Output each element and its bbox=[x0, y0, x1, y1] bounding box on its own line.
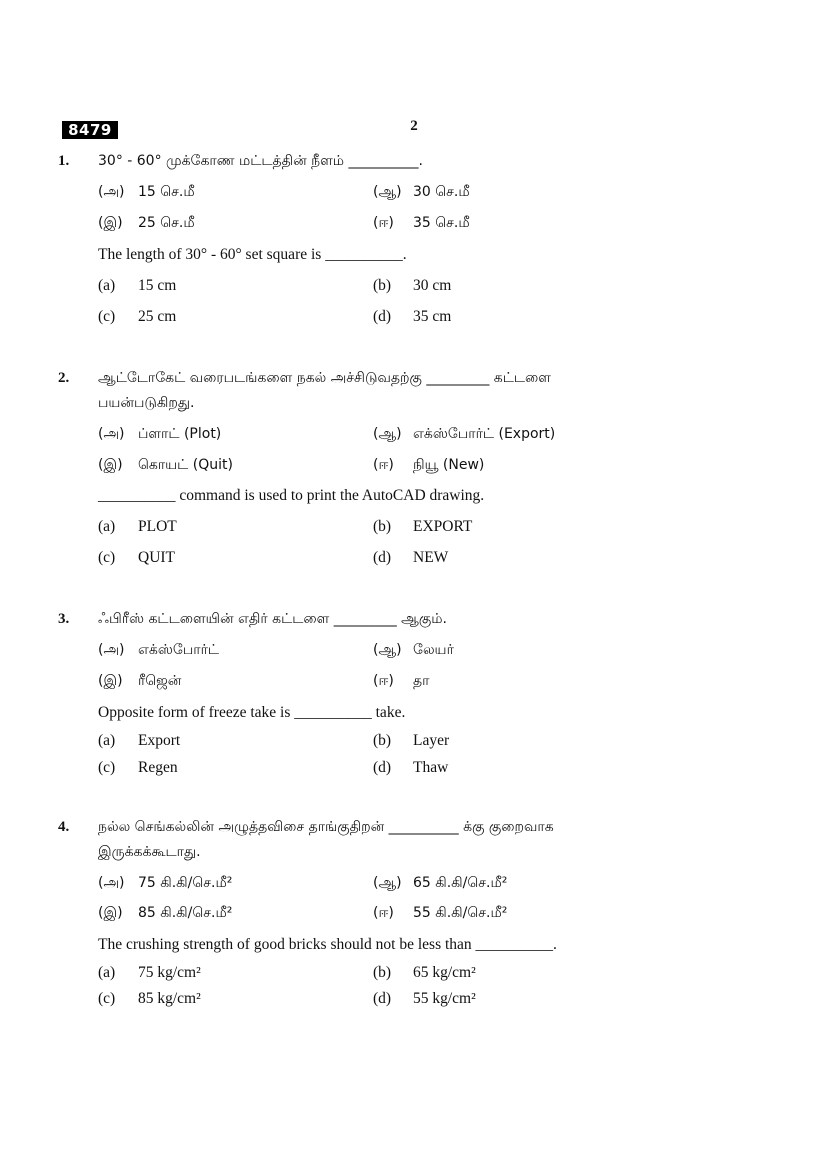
option-english bbox=[373, 518, 472, 536]
question-text-tamil: நல்ல செங்கல்லின் அழுத்தவிசை தாங்குதிறன் __________ க்கு குறைவாக bbox=[98, 819, 554, 835]
question-text-english: The length of 30° - 60° set square is __________. bbox=[98, 246, 407, 263]
option-tamil bbox=[98, 875, 232, 893]
option-label: (b) bbox=[373, 518, 392, 535]
option-label: (a) bbox=[98, 518, 116, 535]
option-english bbox=[373, 308, 451, 326]
option-text: 25 செ.மீ bbox=[138, 215, 195, 231]
option-label: (இ) bbox=[98, 905, 123, 921]
option-text: Regen bbox=[138, 759, 178, 776]
option-text: தா bbox=[413, 673, 430, 689]
option-english bbox=[98, 964, 201, 982]
option-english bbox=[373, 549, 448, 567]
option-label: (c) bbox=[98, 549, 116, 566]
option-tamil bbox=[98, 905, 232, 923]
option-label: (c) bbox=[98, 990, 116, 1007]
option-english bbox=[98, 518, 177, 536]
option-english bbox=[98, 308, 176, 326]
option-label: (ஈ) bbox=[373, 673, 394, 689]
question-text-tamil-continued: பயன்படுகிறது. bbox=[98, 395, 195, 411]
option-label: (b) bbox=[373, 277, 392, 294]
option-text: EXPORT bbox=[413, 518, 473, 535]
question-number: 1. bbox=[58, 153, 70, 169]
option-label: (இ) bbox=[98, 457, 123, 473]
option-tamil bbox=[373, 215, 470, 233]
option-english bbox=[373, 964, 476, 982]
option-text: 85 கி.கி/செ.மீ² bbox=[138, 905, 233, 921]
option-text: 25 cm bbox=[138, 308, 177, 325]
option-text: NEW bbox=[413, 549, 449, 566]
option-tamil bbox=[98, 642, 219, 660]
option-label: (அ) bbox=[98, 642, 125, 658]
option-text: லேயர் bbox=[413, 642, 454, 658]
option-text: 30 cm bbox=[413, 277, 452, 294]
page-number: 2 bbox=[410, 118, 418, 134]
option-english bbox=[98, 732, 180, 750]
question-text-english: __________ command is used to print the AutoCAD drawing. bbox=[98, 487, 485, 504]
option-label: (a) bbox=[98, 277, 116, 294]
option-label: (அ) bbox=[98, 184, 125, 200]
option-text: ப்ளாட் (Plot) bbox=[138, 426, 222, 442]
option-label: (d) bbox=[373, 549, 392, 566]
option-text: 65 kg/cm² bbox=[413, 964, 476, 981]
option-label: (இ) bbox=[98, 215, 123, 231]
question-text-english: The crushing strength of good bricks should not be less than __________. bbox=[98, 936, 557, 953]
option-label: (ஆ) bbox=[373, 184, 402, 200]
option-label: (d) bbox=[373, 759, 392, 776]
option-text: 85 kg/cm² bbox=[138, 990, 201, 1007]
option-label: (d) bbox=[373, 308, 392, 325]
option-text: 55 கி.கி/செ.மீ² bbox=[413, 905, 508, 921]
option-label: (c) bbox=[98, 308, 116, 325]
option-text: 30 செ.மீ bbox=[413, 184, 470, 200]
option-label: (அ) bbox=[98, 875, 125, 891]
option-label: (ஆ) bbox=[373, 642, 402, 658]
option-english bbox=[98, 549, 175, 567]
option-tamil bbox=[373, 905, 507, 923]
option-label: (ஆ) bbox=[373, 875, 402, 891]
option-tamil bbox=[373, 184, 470, 202]
option-text: Export bbox=[138, 732, 181, 749]
option-label: (b) bbox=[373, 964, 392, 981]
option-text: 15 cm bbox=[138, 277, 177, 294]
question-text-english: Opposite form of freeze take is __________ take. bbox=[98, 704, 406, 721]
option-text: நியூ (New) bbox=[413, 457, 485, 473]
option-text: எக்ஸ்போர்ட் bbox=[138, 642, 220, 658]
option-text: 65 கி.கி/செ.மீ² bbox=[413, 875, 508, 891]
option-english bbox=[98, 990, 201, 1008]
option-tamil bbox=[373, 642, 454, 660]
option-tamil bbox=[373, 426, 555, 444]
question-number: 4. bbox=[58, 819, 70, 835]
option-text: 75 கி.கி/செ.மீ² bbox=[138, 875, 233, 891]
option-text: கொயட் (Quit) bbox=[138, 457, 233, 473]
question-text-tamil: ஆட்டோகேட் வரைபடங்களை நகல் அச்சிடுவதற்கு _________ கட்டளை bbox=[98, 370, 551, 386]
question-number: 3. bbox=[58, 611, 70, 627]
option-text: Layer bbox=[413, 732, 450, 749]
option-english bbox=[373, 990, 476, 1008]
option-english bbox=[98, 759, 178, 777]
option-label: (ஆ) bbox=[373, 426, 402, 442]
option-english bbox=[373, 277, 451, 295]
option-tamil bbox=[373, 457, 484, 475]
option-tamil bbox=[98, 457, 233, 475]
option-label: (இ) bbox=[98, 673, 123, 689]
option-text: Thaw bbox=[413, 759, 449, 776]
option-text: 15 செ.மீ bbox=[138, 184, 195, 200]
option-text: 35 cm bbox=[413, 308, 452, 325]
option-tamil bbox=[98, 184, 195, 202]
question-number: 2. bbox=[58, 370, 70, 386]
option-text: 75 kg/cm² bbox=[138, 964, 201, 981]
option-label: (ஈ) bbox=[373, 215, 394, 231]
option-text: எக்ஸ்போர்ட் (Export) bbox=[413, 426, 556, 442]
option-tamil bbox=[98, 673, 181, 691]
option-tamil bbox=[373, 875, 507, 893]
question-text-tamil: 30° - 60° முக்கோண மட்டத்தின் நீளம் __________. bbox=[98, 153, 423, 169]
question-text-tamil-continued: இருக்கக்கூடாது. bbox=[98, 844, 201, 860]
option-text: PLOT bbox=[138, 518, 177, 535]
option-label: (ஈ) bbox=[373, 905, 394, 921]
option-text: QUIT bbox=[138, 549, 176, 566]
option-label: (a) bbox=[98, 732, 116, 749]
option-text: 55 kg/cm² bbox=[413, 990, 476, 1007]
paper-code: 8479 bbox=[62, 121, 118, 139]
option-label: (அ) bbox=[98, 426, 125, 442]
option-tamil bbox=[98, 215, 195, 233]
option-text: 35 செ.மீ bbox=[413, 215, 470, 231]
option-label: (d) bbox=[373, 990, 392, 1007]
option-label: (a) bbox=[98, 964, 116, 981]
option-label: (ஈ) bbox=[373, 457, 394, 473]
option-tamil bbox=[98, 426, 221, 444]
option-label: (c) bbox=[98, 759, 116, 776]
option-label: (b) bbox=[373, 732, 392, 749]
option-english bbox=[98, 277, 176, 295]
option-tamil bbox=[373, 673, 429, 691]
option-english bbox=[373, 732, 449, 750]
option-text: ரீஜென் bbox=[138, 673, 182, 689]
question-text-tamil: ஃபிரீஸ் கட்டளையின் எதிர் கட்டளை _________ ஆகும். bbox=[98, 611, 447, 627]
option-english bbox=[373, 759, 448, 777]
